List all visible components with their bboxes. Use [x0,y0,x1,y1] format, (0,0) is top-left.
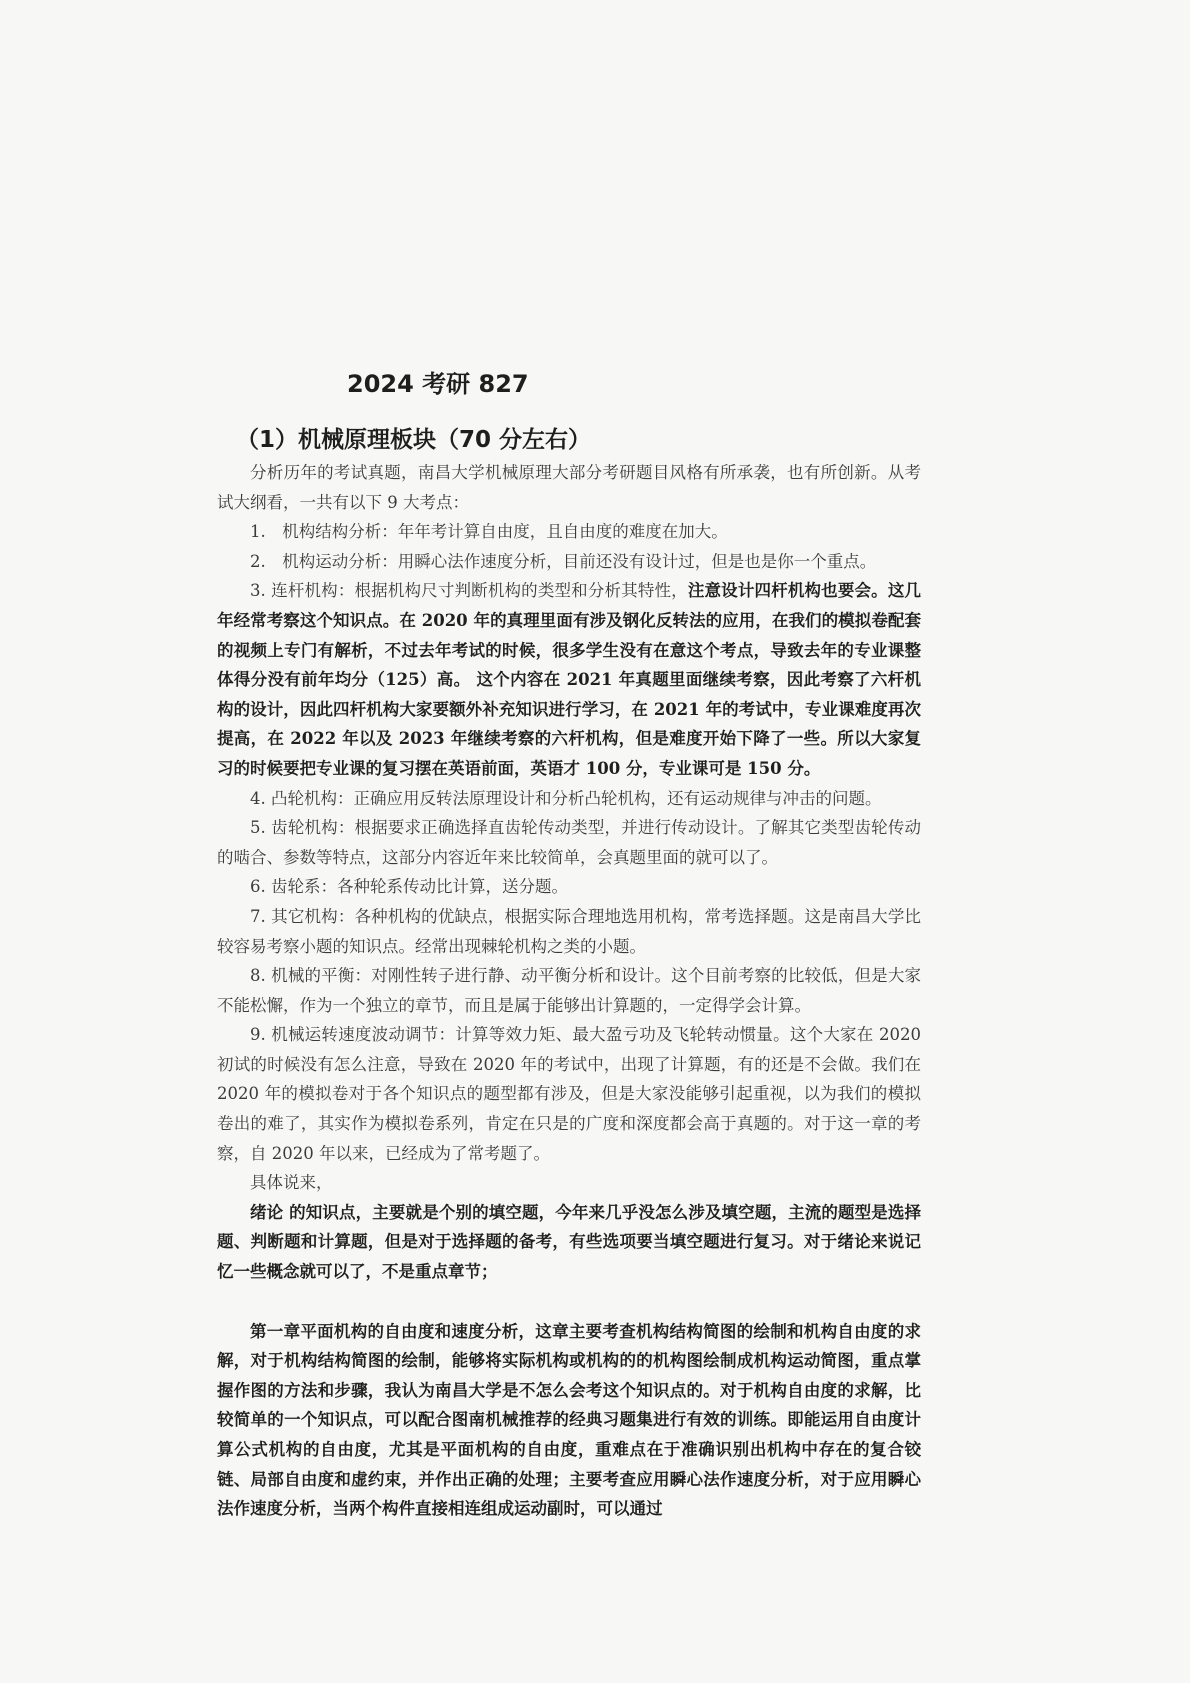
paragraph-chapter-1: 第一章平面机构的自由度和速度分析，这章主要考查机构结构简图的绘制和机构自由度的求解，对于机构结构简图的绘制，能够将实际机构或机构的的机构图绘制成机构运动简图，重点掌握作图的方法和步骤，我认为南昌大学是不怎么会考这个知识点的。对于机构自由度的求解，比较简单的一个知识点，可以配合图南机械推荐的经典习题集进行有效的训练。即能运用自由度计算公式机构的自由度，尤其是平面机构的自由度，重难点在于准确识别出机构中存在的复合铰链、局部自由度和虚约束，并作出正确的处理；主要考查应用瞬心法作速度分析，对于应用瞬心法作速度分析，当两个构件直接相连组成运动副时，可以通过 [217,1321,921,1519]
list-item-3 [217,576,921,783]
paragraph-specifically: 具体说来， [250,1173,333,1193]
list-item-8: 8. 机械的平衡：对刚性转子进行静、动平衡分析和设计。这个目前考察的比较低，但是大家不能松懈，作为一个独立的章节，而且是属于能够出计算题的，一定得学会计算。 [217,966,921,1015]
list-item-6: 6. 齿轮系：各种轮系传动比计算，送分题。 [250,877,568,897]
paragraph-intro: 分析历年的考试真题，南昌大学机械原理大部分考研题目风格有所承袭，也有所创新。从考试大纲看，一共有以下 9 大考点： [217,463,921,512]
list-item-3-lead: 3. 连杆机构：根据机构尺寸判断机构的类型和分析其特性， [250,581,688,601]
paragraph-intro-chapter: 绪论 的知识点，主要就是个别的填空题，今年来几乎没怎么涉及填空题，主流的题型是选择题、判断题和计算题，但是对于选择题的备考，有些选项要当填空题进行复习。对于绪论来说记忆一些概念就可以了，不是重点章节； [217,1202,921,1282]
list-item-7: 7. 其它机构：各种机构的优缺点，根据实际合理地选用机构，常考选择题。这是南昌大学比较容易考察小题的知识点。经常出现棘轮机构之类的小题。 [217,906,921,956]
list-item-9: 9. 机械运转速度波动调节：计算等效力矩、最大盈亏功及飞轮转动惯量。这个大家在 2020 初试的时候没有怎么注意，导致在 2020 年的考试中，出现了计算题，有的还是不会做。我们在 2020 年的模拟卷对于各个知识点的题型都有涉及，但是大家没能够引起重视，以为我们的模拟卷出的难了，其实作为模拟卷系列，肯定在只是的广度和深度都会高于真题的。对于这一章的考察，自 2020 年以来，已经成为了常考题了。 [217,1025,921,1163]
section-heading: （1）机械原理板块（70 分左右） [236,427,592,453]
list-item-2: 2. 机构运动分析：用瞬心法作速度分析，目前还没有设计过，但是也是你一个重点。 [250,551,877,571]
document-body [217,458,921,1524]
list-item-1: 1. 机构结构分析：年年考计算自由度，且自由度的难度在加大。 [250,522,728,542]
list-item-4: 4. 凸轮机构：正确应用反转法原理设计和分析凸轮机构，还有运动规律与冲击的问题。 [250,788,882,808]
list-item-3-emphasis: 注意设计四杆机构也要会。这几年经常考察这个知识点。在 2020 年的真理里面有涉及钢化反转法的应用，在我们的模拟卷配套的视频上专门有解析，不过去年考试的时候，很多学生没有在意这个考点，导致去年的专业课整体得分没有前年均分（125）高。 这个内容在 2021 年真题里面继续考察，因此考察了六杆机构的设计，因此四杆机构大家要额外补充知识进行学习，在 2021 年的考试中，专业课难度再次提高，在 2022 年以及 2023 年继续考察的六杆机构，但是难度开始下降了一些。所以大家复习的时候要把专业课的复习摆在英语前面，英语才 100 分，专业课可是 150 分。 [217,581,921,778]
document-title: 2024 考研 827 [347,370,529,398]
list-item-5: 5. 齿轮机构：根据要求正确选择直齿轮传动类型，并进行传动设计。了解其它类型齿轮传动的啮合、参数等特点，这部分内容近年来比较简单，会真题里面的就可以了。 [217,818,921,867]
paragraph-gap [217,1287,921,1317]
